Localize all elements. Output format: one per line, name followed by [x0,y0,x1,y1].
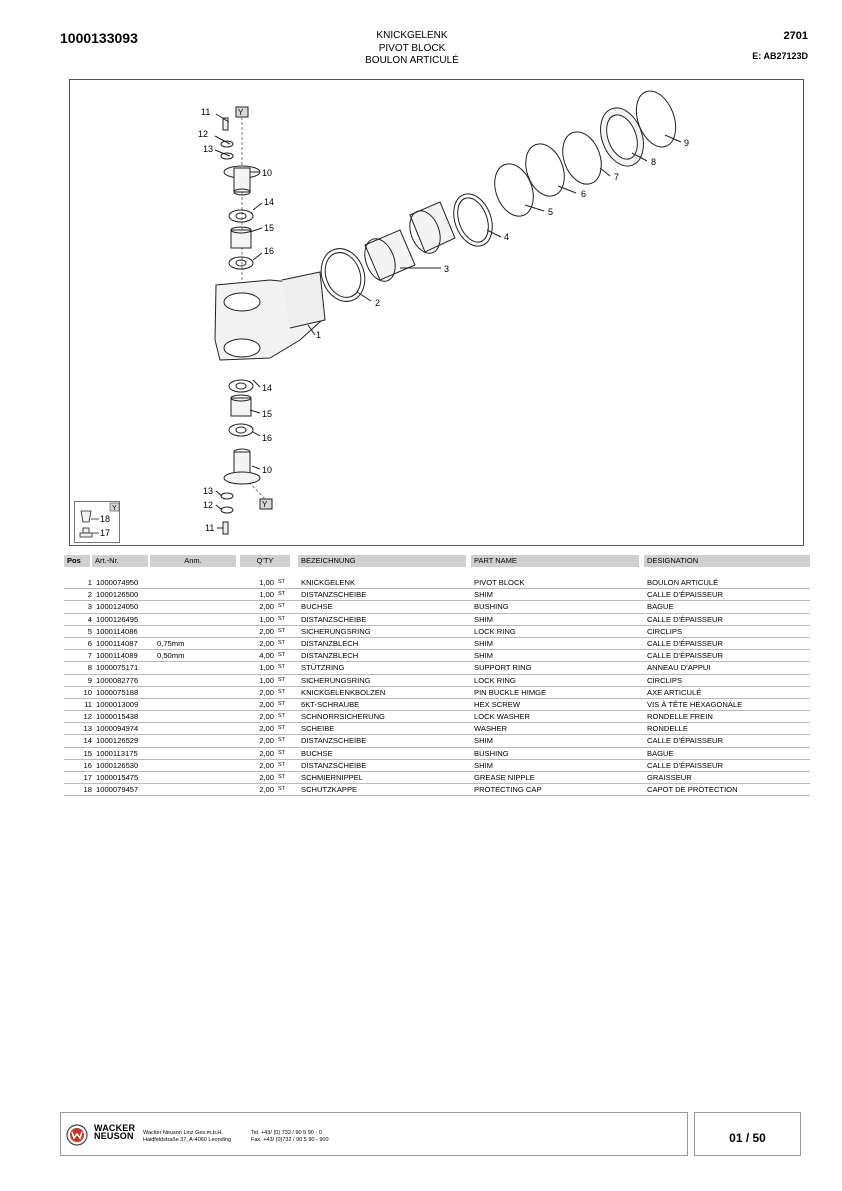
row-qty: 1,00 [259,663,274,673]
row-english: SUPPORT RING [474,663,532,673]
row-english: SHIM [474,614,493,624]
row-pos: 1 [87,578,92,587]
row-german: SCHNORRSICHERUNG [301,712,385,722]
row-pos: 14 [83,736,92,746]
washer-bottom [221,493,233,499]
row-english: PIN BUCKLE HIMGE [474,687,547,697]
row-english: LOCK RING [474,626,516,636]
callout-10-bottom: 10 [262,465,273,475]
row-qty: 1,00 [259,614,274,624]
table-row [64,650,810,662]
row-pos: 12 [83,712,92,722]
callout-11-top: 11 [201,107,211,117]
row-german: DISTANZSCHEIBE [301,760,367,770]
row-article: 1000114086 [96,626,138,636]
row-french: CIRCLIPS [647,626,683,636]
row-unit: ST [278,713,286,720]
lock-ring-5 [488,158,540,221]
callout-16-bottom: 16 [262,433,273,443]
row-pos: 13 [83,724,92,734]
table-row [64,723,810,735]
callout-11-bottom: 11 [205,523,215,533]
row-english: BUSHING [474,748,509,758]
row-pos: 18 [83,785,92,795]
callout-2: 2 [375,298,381,308]
row-article: 1000114089 [96,651,138,661]
row-german: DISTANZBLECH [301,651,359,661]
exploded-drawing [69,79,804,546]
washer-top [221,153,233,159]
row-french: RONDELLE FREIN [647,712,713,722]
row-german: SICHERUNGSRING [301,626,371,636]
row-qty: 4,00 [259,651,274,661]
row-pos: 17 [83,773,92,782]
row-english: SHIM [474,590,493,600]
row-german: 6KT-SCHRAUBE [301,699,360,709]
row-article: 1000114087 [96,638,138,648]
row-french: CIRCLIPS [647,675,683,685]
row-english: PIVOT BLOCK [474,578,525,587]
row-pos: 8 [87,663,92,673]
row-english: SHIM [474,651,493,661]
row-pos: 16 [83,760,92,770]
row-french: BAGUE [647,602,674,612]
table-row [64,626,810,638]
row-german: BUCHSE [301,602,333,612]
company-name: Wacker Neuson Linz Ges.m.b.H. [143,1130,223,1136]
row-pos: 15 [83,748,92,758]
callout-10-top: 10 [262,168,273,178]
row-qty: 2,00 [259,785,274,795]
wacker-neuson-logo-icon [65,1124,89,1146]
row-unit: ST [278,591,286,598]
column-header-pos: Pos [64,555,90,567]
edition-code: E: AB27123D [752,51,808,61]
lock-washer-bottom [221,507,233,513]
row-french: CALLE D'ÉPAISSEUR [647,760,724,770]
row-article: 1000126530 [96,760,139,770]
column-header-qty: Q'TY [240,555,290,567]
callout-17: 17 [100,528,111,538]
row-unit: ST [278,639,286,646]
row-pos: 11 [84,699,92,709]
title-french: BOULON ARTICULÉ [365,55,459,66]
footer-company-block [60,1112,688,1156]
callout-5: 5 [548,207,554,217]
callout-16-top: 16 [264,246,275,256]
row-french: ANNEAU D'APPUI [647,663,711,673]
bushing-3a [365,230,415,280]
column-header-english: PART NAME [471,555,639,567]
callout-14-bottom: 14 [262,383,273,393]
table-row [64,687,810,699]
row-english: SHIM [474,760,493,770]
view-y-label-top: Y [238,108,244,117]
table-row [64,760,810,772]
row-pos: 6 [87,638,92,648]
row-german: KNICKGELENKBOLZEN [301,687,386,697]
row-unit: ST [278,700,286,707]
row-article: 1000013009 [96,699,139,709]
row-qty: 2,00 [259,748,274,758]
row-unit: ST [278,627,286,634]
drawing-canvas [70,80,805,547]
table-row [64,675,810,687]
callout-7: 7 [614,172,620,182]
shim-16-top [229,257,253,269]
row-french: BOULON ARTICULÉ [647,578,719,587]
shim-14-top [229,210,253,222]
screw-bottom [223,522,228,534]
title-block [300,30,524,68]
row-qty: 2,00 [259,712,274,722]
callout-12-bottom: 12 [203,500,214,510]
table-row [64,589,810,601]
callout-13-bottom: 13 [203,486,214,496]
table-row [64,784,810,796]
protecting-cap-18 [81,511,91,522]
row-german: DISTANZSCHEIBE [301,590,367,600]
row-note: 0,75mm [157,638,185,648]
parts-table [64,577,810,796]
table-row [64,735,810,747]
row-article: 1000126500 [96,590,139,600]
row-french: RONDELLE [647,724,688,734]
callout-8: 8 [651,157,657,167]
row-qty: 1,00 [259,578,274,587]
row-french: CALLE D'ÉPAISSEUR [647,614,724,624]
row-french: CALLE D'ÉPAISSEUR [647,638,724,648]
telephone: Tel. +43/ (0) 732 / 90 5 90 - 0 [251,1130,322,1136]
row-english: LOCK WASHER [474,712,530,722]
bushing-3b [410,202,455,252]
row-french: BAGUE [647,748,674,758]
shim-14-bottom [229,380,253,392]
company-contact [251,1130,329,1144]
company-address [143,1130,231,1144]
row-article: 1000075171 [96,663,139,673]
row-qty: 1,00 [259,675,274,685]
row-unit: ST [278,676,286,683]
row-qty: 2,00 [259,736,274,746]
callout-1: 1 [316,330,322,340]
title-english: PIVOT BLOCK [378,42,446,54]
brand-line-1: WACKER [94,1123,136,1133]
row-pos: 9 [87,675,92,685]
table-row [64,748,810,760]
table-row [64,577,810,589]
row-french: CALLE D'ÉPAISSEUR [647,736,724,746]
row-unit: ST [278,615,286,622]
company-street: Haidfeldstraße 37, A-4060 Leonding [143,1137,232,1143]
row-article: 1000075188 [96,687,139,697]
view-y-label-bottom: Y [262,500,268,509]
table-row [64,662,810,674]
page-counter: 01 / 50 [729,1131,766,1145]
row-article: 1000082776 [96,675,139,685]
row-german: SCHMIERNIPPEL [301,773,364,782]
row-note: 0,50mm [157,651,185,661]
callout-13-top: 13 [203,144,214,154]
row-qty: 2,00 [259,760,274,770]
row-english: SHIM [474,736,493,746]
callout-12-top: 12 [198,129,209,139]
row-german: KNICKGELENK [301,578,356,587]
row-english: GREASE NIPPLE [474,773,535,782]
row-english: LOCK RING [474,675,516,685]
row-unit: ST [278,603,286,610]
row-article: 1000074950 [96,578,139,587]
inset-y-label: Y [112,505,117,512]
callout-15-bottom: 15 [262,409,273,419]
grease-nipple-17 [83,528,89,533]
row-article: 1000126495 [96,614,139,624]
row-article: 1000113175 [96,748,138,758]
row-french: GRAISSEUR [647,773,692,782]
row-unit: ST [278,688,286,695]
row-german: SICHERUNGSRING [301,675,371,685]
row-french: VIS À TÊTE HEXAGONALE [647,699,743,709]
row-german: STÜTZRING [301,663,345,673]
row-unit: ST [278,761,286,768]
row-english: PROTECTING CAP [474,785,542,795]
row-german: BUCHSE [301,748,333,758]
table-row [64,638,810,650]
column-header-article: Art.-Nr. [92,555,148,567]
fax: Fax. +43/ (0)732 / 90 5 90 - 900 [251,1137,329,1143]
row-pos: 7 [87,651,92,661]
row-pos: 10 [83,687,92,697]
shim-16-bottom [229,424,253,436]
row-qty: 2,00 [259,773,274,782]
row-pos: 4 [87,614,92,624]
row-unit: ST [278,786,286,793]
title-german: KNICKGELENK [376,30,448,41]
row-german: SCHUTZKAPPE [301,785,358,795]
callout-15-top: 15 [264,223,275,233]
table-row [64,772,810,784]
row-unit: ST [278,725,286,732]
row-article: 1000094974 [96,724,139,734]
column-header-german: BEZEICHNUNG [298,555,466,567]
row-french: CALLE D'ÉPAISSEUR [647,651,724,661]
callout-3: 3 [444,264,450,274]
row-qty: 2,00 [259,724,274,734]
callout-4: 4 [504,232,510,242]
brand-line-2: NEUSON [94,1131,134,1141]
row-unit: ST [278,737,286,744]
row-german: DISTANZBLECH [301,638,359,648]
callout-18: 18 [100,514,111,524]
table-row [64,614,810,626]
footer-page-block [694,1112,801,1156]
row-article: 1000015475 [96,773,139,782]
page-code: 2701 [783,30,808,42]
callout-14-top: 14 [264,197,275,207]
table-row [64,699,810,711]
brand-name [94,1124,135,1140]
row-pos: 2 [87,590,92,600]
row-unit: ST [278,579,286,585]
row-unit: ST [278,749,286,756]
row-qty: 1,00 [259,590,274,600]
table-row [64,601,810,613]
shim-4 [447,188,499,251]
row-french: AXE ARTICULÉ [647,687,702,697]
column-header-note: Anm. [150,555,236,567]
row-article: 1000015438 [96,712,139,722]
row-german: SCHEIBE [301,724,335,734]
row-english: WASHER [474,724,508,734]
row-article: 1000124050 [96,602,139,612]
row-french: CAPOT DE PROTECTION [647,785,738,795]
row-unit: ST [278,652,286,659]
row-unit: ST [278,664,286,671]
inset-view-y [74,501,120,543]
callout-9: 9 [684,138,690,148]
row-qty: 2,00 [259,602,274,612]
row-qty: 2,00 [259,626,274,636]
row-qty: 2,00 [259,638,274,648]
callout-6: 6 [581,189,587,199]
inset-drawing [75,502,121,544]
row-french: CALLE D'ÉPAISSEUR [647,590,724,600]
column-header-french: DESIGNATION [644,555,810,567]
row-qty: 2,00 [259,687,274,697]
row-german: DISTANZSCHEIBE [301,614,367,624]
row-english: HEX SCREW [474,699,520,709]
row-pos: 3 [87,602,92,612]
row-article: 1000126529 [96,736,139,746]
row-pos: 5 [87,626,92,636]
table-row [64,711,810,723]
row-german: DISTANZSCHEIBE [301,736,367,746]
row-english: BUSHING [474,602,509,612]
document-number: 1000133093 [60,30,138,46]
row-english: SHIM [474,638,493,648]
row-article: 1000079457 [96,785,139,795]
row-qty: 2,00 [259,699,274,709]
row-unit: ST [278,774,286,780]
